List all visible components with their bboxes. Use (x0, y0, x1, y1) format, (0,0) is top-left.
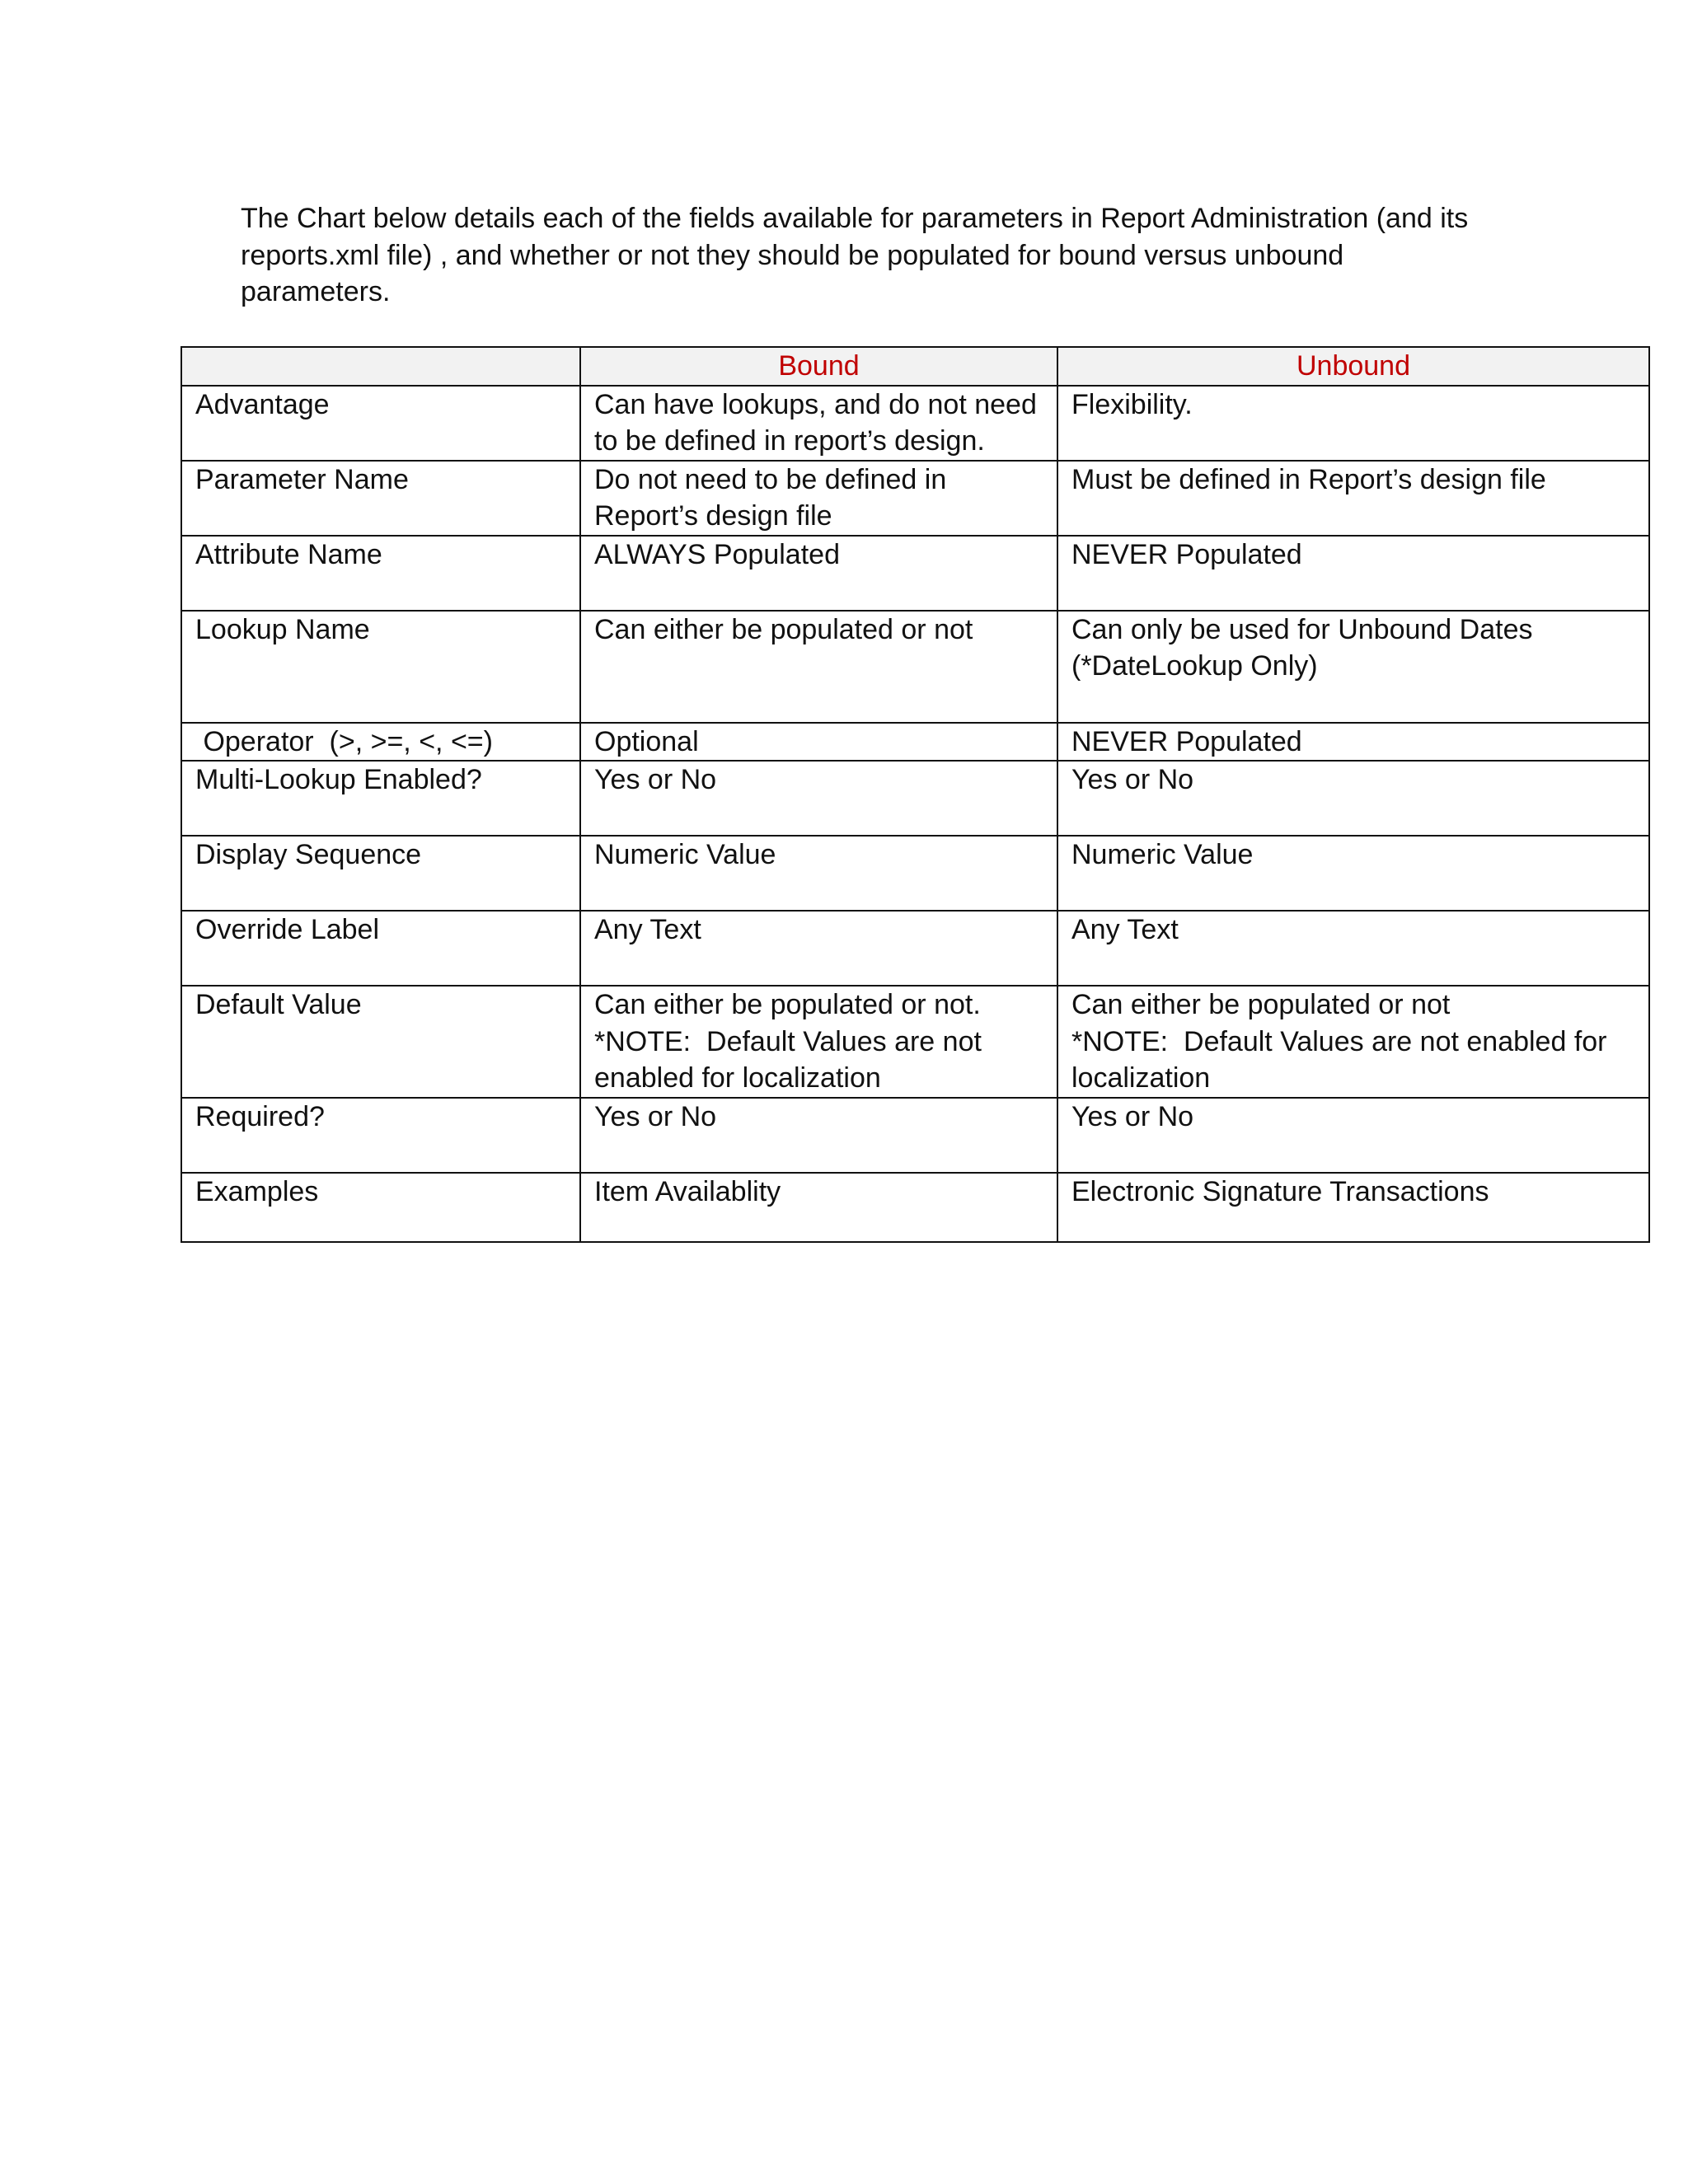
header-field (181, 347, 580, 386)
unbound-cell: Must be defined in Report’s design file (1057, 461, 1649, 536)
bound-cell: Do not need to be defined in Report’s design file (580, 461, 1057, 536)
unbound-cell: Any Text (1057, 911, 1649, 986)
bound-cell: Optional (580, 723, 1057, 762)
bound-cell: ALWAYS Populated (580, 536, 1057, 611)
table-row (181, 723, 1649, 762)
field-cell: Operator (>, >=, <, <=) (181, 723, 580, 762)
field-cell: Lookup Name (181, 611, 580, 723)
field-cell: Override Label (181, 911, 580, 986)
unbound-cell: Yes or No (1057, 1098, 1649, 1173)
bound-cell: Any Text (580, 911, 1057, 986)
field-cell: Attribute Name (181, 536, 580, 611)
unbound-cell: Electronic Signature Transactions (1057, 1173, 1649, 1242)
header-unbound: Unbound (1057, 347, 1649, 386)
table-row (181, 461, 1649, 536)
unbound-cell: Numeric Value (1057, 836, 1649, 911)
bound-cell: Yes or No (580, 761, 1057, 836)
field-cell: Required? (181, 1098, 580, 1173)
bound-cell: Numeric Value (580, 836, 1057, 911)
bound-cell: Can either be populated or not (580, 611, 1057, 723)
unbound-cell: NEVER Populated (1057, 723, 1649, 762)
field-cell: Multi-Lookup Enabled? (181, 761, 580, 836)
unbound-cell: Flexibility. (1057, 386, 1649, 461)
header-bound: Bound (580, 347, 1057, 386)
table-row (181, 986, 1649, 1098)
table-row (181, 611, 1649, 723)
bound-cell: Item Availablity (580, 1173, 1057, 1242)
unbound-cell: Can only be used for Unbound Dates (*DateLookup Only) (1057, 611, 1649, 723)
unbound-cell: Yes or No (1057, 761, 1649, 836)
unbound-cell: NEVER Populated (1057, 536, 1649, 611)
bound-cell: Can either be populated or not. *NOTE: Default Values are not enabled for localization (580, 986, 1057, 1098)
field-cell: Default Value (181, 986, 580, 1098)
table-row (181, 761, 1649, 836)
field-cell: Display Sequence (181, 836, 580, 911)
table-row (181, 836, 1649, 911)
bound-cell: Can have lookups, and do not need to be defined in report’s design. (580, 386, 1057, 461)
table-row (181, 1098, 1649, 1173)
table-row (181, 386, 1649, 461)
table-row (181, 911, 1649, 986)
table-row (181, 1173, 1649, 1242)
field-cell: Advantage (181, 386, 580, 461)
field-cell: Parameter Name (181, 461, 580, 536)
unbound-cell: Can either be populated or not *NOTE: Default Values are not enabled for localization (1057, 986, 1649, 1098)
field-cell: Examples (181, 1173, 580, 1242)
parameter-comparison-table (181, 346, 1650, 1243)
intro-paragraph: The Chart below details each of the fields available for parameters in Report Administration (and its reports.xml file) , and whether or not they should be populated for bound versus unbound parameters. (241, 203, 1469, 307)
bound-cell: Yes or No (580, 1098, 1057, 1173)
table-row (181, 536, 1649, 611)
table-header-row (181, 347, 1649, 386)
